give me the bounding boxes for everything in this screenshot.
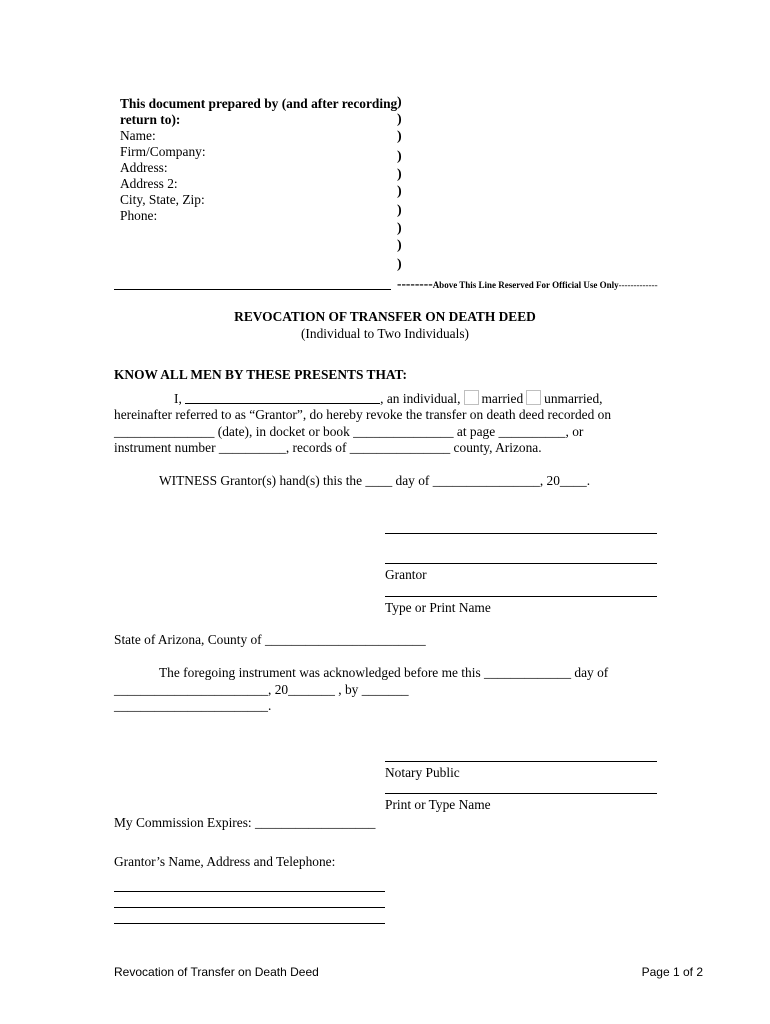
notary-signature-line[interactable] [385, 761, 657, 762]
grantor-intro-prefix: I, [174, 391, 182, 406]
commission-expires-line: My Commission Expires: __________________ [114, 815, 376, 830]
field-phone-label: Phone: [120, 208, 158, 223]
print-name-line[interactable] [385, 596, 657, 597]
bracket-paren: ) [397, 257, 402, 272]
grantor-info-line[interactable] [114, 923, 385, 924]
bracket-paren: ) [397, 238, 402, 253]
recording-details-line: _______________ (date), in docket or book _______________ at page __________, or [114, 424, 584, 439]
prepared-by-heading-cont: return to): [120, 112, 181, 127]
revoke-statement-line: hereinafter referred to as “Grantor”, do hereby revoke the transfer on death deed recorded on [114, 407, 612, 422]
print-or-type-name-label: Print or Type Name [385, 797, 491, 812]
married-label: married [481, 391, 524, 406]
unmarried-label: unmarried, [544, 391, 603, 406]
bracket-paren: ) [397, 95, 402, 110]
witness-line: WITNESS Grantor(s) hand(s) this the ____ day of ________________, 20____. [159, 473, 591, 488]
signature-line[interactable] [385, 533, 657, 534]
bracket-paren: ) [397, 203, 402, 218]
know-all-men-heading: KNOW ALL MEN BY THESE PRESENTS THAT: [114, 367, 407, 382]
acknowledgment-name-line: _______________________. [114, 698, 272, 713]
notary-print-name-line[interactable] [385, 793, 657, 794]
acknowledgment-line: The foregoing instrument was acknowledged before me this _____________ day of [159, 665, 609, 680]
bracket-paren: ) [397, 149, 402, 164]
grantor-info-line[interactable] [114, 907, 385, 908]
reserved-dashes-right: ------------- [618, 280, 658, 290]
bracket-paren: ) [397, 184, 402, 199]
field-address2-label: Address 2: [120, 176, 178, 191]
footer-title: Revocation of Transfer on Death Deed [114, 965, 319, 979]
grantor-intro-mid: , an individual, [380, 391, 461, 406]
document-subtitle: (Individual to Two Individuals) [300, 326, 470, 341]
grantor-signature-line[interactable] [385, 563, 657, 564]
grantor-info-heading: Grantor’s Name, Address and Telephone: [114, 854, 336, 869]
instrument-number-line: instrument number __________, records of _______________ county, Arizona. [114, 440, 542, 455]
grantor-label: Grantor [385, 567, 427, 582]
reserved-text: Above This Line Reserved For Official Use Only [432, 280, 619, 290]
grantor-info-line[interactable] [114, 891, 385, 892]
field-firm-label: Firm/Company: [120, 144, 206, 159]
prepared-by-heading: This document prepared by (and after recording [120, 96, 398, 111]
married-checkbox[interactable] [464, 390, 479, 405]
field-city-state-zip-label: City, State, Zip: [120, 192, 205, 207]
notary-public-label: Notary Public [385, 765, 460, 780]
acknowledgment-date-line: _______________________, 20_______ , by _______ [114, 682, 409, 697]
field-address-label: Address: [120, 160, 168, 175]
grantor-intro-line [174, 390, 603, 407]
bracket-paren: ) [397, 167, 402, 182]
bracket-paren: ) [397, 112, 402, 127]
official-use-note [397, 276, 658, 293]
bracket-paren: ) [397, 129, 402, 144]
unmarried-checkbox[interactable] [526, 390, 541, 405]
official-use-divider [114, 289, 391, 290]
reserved-dashes-left: -------- [397, 276, 433, 291]
state-county-line: State of Arizona, County of ________________________ [114, 632, 426, 647]
field-name-label: Name: [120, 128, 156, 143]
footer-page-number: Page 1 of 2 [641, 965, 703, 979]
bracket-paren: ) [397, 221, 402, 236]
grantor-name-blank[interactable] [185, 391, 380, 404]
type-or-print-name-label: Type or Print Name [385, 600, 491, 615]
document-title: REVOCATION OF TRANSFER ON DEATH DEED [234, 309, 536, 324]
